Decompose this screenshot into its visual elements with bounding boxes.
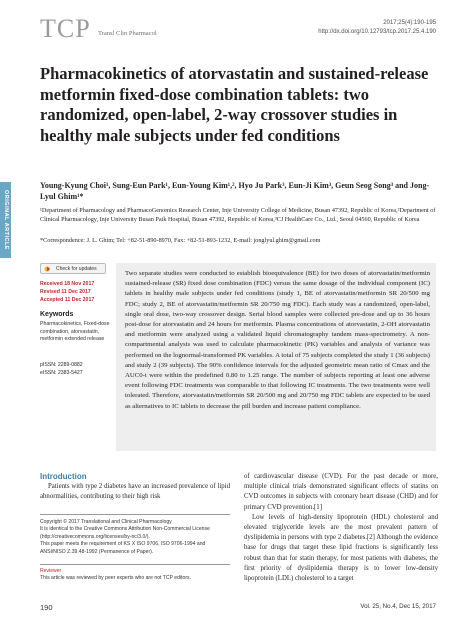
pissn: pISSN: 2289-0882 xyxy=(40,362,83,368)
introduction-left-text: Patients with type 2 diabetes have an increased prevalence of lipid abnormalities, contributing to their high risk xyxy=(40,483,230,501)
copyright-notice xyxy=(40,514,230,556)
issn-block xyxy=(40,361,120,377)
license-line: It is identical to the Creative Commons Attribution Non-Commercial License (http://creativecommons.org/licenses/by-nc/3.0/). xyxy=(40,526,210,540)
check-for-updates-button[interactable] xyxy=(40,263,106,274)
eissn: eISSN: 2383-5427 xyxy=(40,370,83,376)
intro-paragraph-2: Low levels of high-density lipoprotein (HDL) cholesterol and elevated triglyceride levels are the most prevalent pattern of dyslipidemia in persons with type 2 diabetes.[2] Although the evidence base for drugs that target these lipid fractions is significantly less robust than that for statin therapy, for most patients with diabetes, the first priority of dyslipidemia therapy is to lower low-density lipoprotein (LDL) cholesterol to a target xyxy=(244,513,438,583)
keywords-heading: Keywords xyxy=(40,311,74,318)
received-date: Received 18 Nov 2017 xyxy=(40,281,95,287)
introduction-heading: Introduction xyxy=(40,472,87,481)
affiliations: ¹Department of Pharmacology and PharmacoGenomics Research Center, Inje University College of Medicine, Busan 47392, Republic of Korea,²Department of Clinical Pharmacology, Inje University Busan Paik Hospital, Busan 47392, Republic of Korea,³CJ HealthCare Co., Ltd., Seoul 04560, Republic of Korea xyxy=(40,207,436,223)
check-for-updates-label: Check for updates xyxy=(56,266,97,272)
article-type-label: ORIGINAL ARTICLE xyxy=(2,190,9,250)
doi-link[interactable]: http://dx.doi.org/10.12793/tcp.2017.25.4.190 xyxy=(318,28,436,35)
article-dates xyxy=(40,280,120,304)
volume-info: Vol. 25, No.4, Dec 15, 2017 xyxy=(360,603,436,610)
copyright-line: Copyright © 2017 Translational and Clinical Pharmacology xyxy=(40,519,172,525)
abstract-box: Two separate studies were conducted to establish bioequivalence (BE) for two doses of atorvastatin/metformin sustained-release (SR) fixed dose combination (FDC) versus the same dosage of the individual component (IC) tablets in healthy male subjects under fed conditions (study 1, BE of atorvastatin/metformin SR 20/500 mg FDC; study 2, BE of atorvastatin/metformin SR 20/750 mg FDC). Each study was a randomized, open-label, single oral dose, two-way crossover design. Serial blood samples were collected pre-dose and up to 36 hours post-dose for atorvastatin and 24 hours for metformin. Plasma concentrations of atorvastatin, 2-OH atorvastatin and metformin were analyzed using a validated liquid chromatography tandem mass-spectrometry. A non-compartmental analysis was used to calculate pharmacokinetic (PK) variables and analysis of variance was performed on the lognormal-transformed PK variables. A total of 75 subjects completed the study 1 (36 subjects) and study 2 (39 subjects). The 90% confidence intervals for the adjusted geometric mean ratio of Cmax and the AUC0-t were within the predefined 0.80 to 1.25 range. The number of subjects reporting at least one adverse event following FDC treatments was comparable to that following IC treatments. The two treatments were well tolerated. Therefore, atorvastatin/metformin SR 20/500 mg and 20/750 mg FDC tablets are expected to be used as alternatives to IC tablets to decrease the pill burden and increase patient compliance. xyxy=(116,263,436,451)
update-icon xyxy=(44,266,52,272)
reviewer-text: This article was reviewed by peer experts who are not TCP editors. xyxy=(40,575,191,582)
journal-logo: TCP xyxy=(40,14,91,43)
accepted-date: Accepted 11 Dec 2017 xyxy=(40,297,95,303)
introduction-right-column xyxy=(244,472,438,584)
author-list: Young-Kyung Choi¹, Sung-Eun Park¹, Eun-Young Kim¹,², Hyo Ju Park³, Eun-Ji Kim³, Geun Seog Song³ and Jong-Lyul Ghim¹* xyxy=(40,181,430,201)
page-number: 190 xyxy=(40,603,53,612)
citation-block xyxy=(318,19,436,36)
journal-header xyxy=(40,14,436,44)
paper-standard-line: This paper meets the requirement of KS X ISO 9706, ISO 9706-1994 and ANSI/NISO Z.39.48-1992 (Permanence of Paper). xyxy=(40,541,206,555)
journal-name: Transl Clin Pharmacol xyxy=(98,30,157,37)
keywords-list: Pharmacokinetics, Fixed-dose combination, atorvastatin, metformin extended release xyxy=(40,321,110,342)
article-title: Pharmacokinetics of atorvastatin and sustained-release metformin fixed-dose combination tablets: two randomized, open-label, 2-way crossover studies in healthy male subjects under fed conditions xyxy=(40,64,429,145)
intro-paragraph-1: of cardiovascular disease (CVD). For the past decade or more, multiple clinical trials demonstrated significant effects of statins on CVD outcomes in subjects with coronary heart disease (CHD) and for primary CVD prevention.[1] xyxy=(244,473,438,511)
citation: 2017;25(4):190-195 xyxy=(383,20,436,26)
revised-date: Revised 11 Dec 2017 xyxy=(40,289,91,295)
reviewer-note xyxy=(40,564,230,583)
reviewer-heading: Reviewer xyxy=(40,568,62,574)
correspondence: *Correspondence: J. L. Ghim; Tel: +82-51-890-8970, Fax: +82-51-893-1232, E-mail: jonglyul.ghim@gmail.com xyxy=(40,237,321,244)
article-type-tab xyxy=(0,182,11,258)
